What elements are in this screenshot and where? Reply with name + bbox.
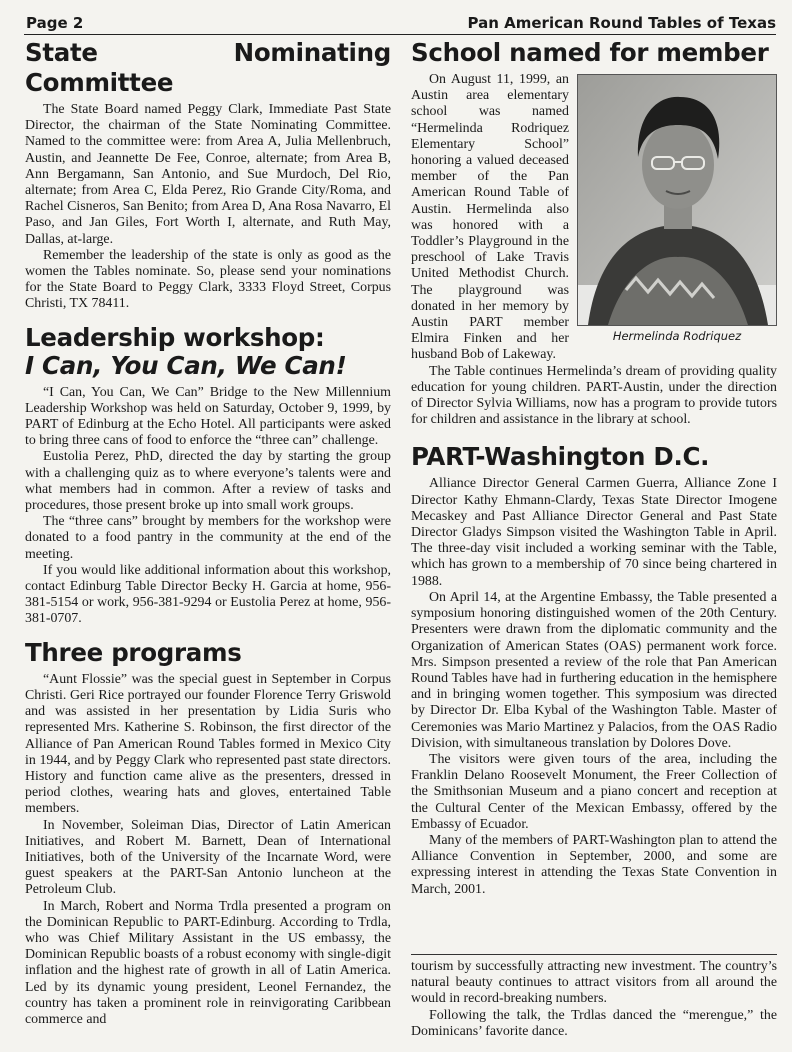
workshop-paragraph: The “three cans” brought by members for the workshop were donated to a food pantry in the community at the end of the meeting. — [25, 514, 391, 562]
school-heading: School named for member — [411, 38, 769, 67]
column-divider — [411, 954, 777, 955]
programs-paragraph: “Aunt Flossie” was the special guest in September in Corpus Christi. Geri Rice portrayed our founder Florence Terry Griswold and was assisted in her presentation by Lidia Suris who represented Mrs. Katherine S. Robinson, the first director of the Alliance of Pan American Round Tables formed in Mexico City in 1944, and by Peggy Clark who represented past state directors. History and function came alive as the presenters, dressed in period clothes, wearing hats and gloves, entertained Table members. — [25, 671, 391, 817]
portrait-figure — [577, 74, 777, 344]
portrait-photo — [577, 74, 777, 326]
nominating-heading: State Nominating Committee — [25, 38, 391, 97]
school-paragraph: On August 11, 1999, an Austin area elementary school was named “Hermelinda Rodriquez Elementary School” honoring a valued deceased member of the Pan American Round Table of Austin. Hermelinda also was honored with a Toddler’s Playground in the preschool of Lake Travis United Methodist Church. The playground was donated in her memory by Austin PART member Elmira Finken and her husband Bob of Lakeway. — [411, 72, 569, 363]
programs-paragraph: In March, Robert and Norma Trdla presented a program on the Dominican Republic to PART-Edinburg. According to Trdla, who was Chief Military Assistant in the US embassy, the Dominican Republic boasts of a robust economy with single-digit inflation and the highest rate of growth in all of Latin America. Led by its dynamic young president, Leonel Fernandez, the country has taken a prominent role in reinvigorating Caribbean commerce and — [25, 898, 391, 1027]
left-column — [25, 38, 391, 1028]
workshop-article — [25, 323, 391, 628]
page-header — [24, 12, 776, 35]
washington-heading: PART-Washington D.C. — [411, 442, 710, 472]
portrait-caption: Hermelinda Rodriquez — [612, 329, 742, 343]
portrait-image — [578, 75, 776, 325]
right-column — [411, 38, 777, 898]
page-number: Page 2 — [26, 14, 84, 32]
school-paragraph: The Table continues Hermelinda’s dream of providing quality education for young children. PART-Austin, under the direction of Director Sylvia Williams, now has a program to provide tutors for children and assistance in the library at school. — [411, 363, 777, 428]
workshop-paragraph: “I Can, You Can, We Can” Bridge to the New Millennium Leadership Workshop was held on Saturday, October 9, 1999, by PART of Edinburg at the Echo Hotel. All participants were asked to bring three cans of food to enforce the “three can” challenge. — [25, 384, 391, 449]
publication-title: Pan American Round Tables of Texas — [467, 14, 776, 32]
workshop-paragraph: If you would like additional information about this workshop, contact Edinburg Table Director Becky H. Garcia at home, 956-381-5154 or work, 956-381-9294 or Eustolia Perez at home, 956-381-0707. — [25, 562, 391, 627]
workshop-paragraph: Eustolia Perez, PhD, directed the day by starting the group with a challenging quiz as to where everyone’s talents were and what members had in common. After a review of tasks and procedures, those present broke up into small work groups. — [25, 449, 391, 514]
washington-paragraph: On April 14, at the Argentine Embassy, the Table presented a symposium honoring distinguished women of the 20th Century. Presenters were drawn from the diplomatic community and the Organization of American States (OAS) permanent work force. Mrs. Simpson presented a review of the role that Pan American Round Tables have had in furthering education in the hemisphere and in bringing women together. This symposium was directed by Director Dr. Elba Kybal of the Washington Table. Master of Ceremonies was Mario Martinez y Palacios, from the OAS Radio Division, with simultaneous translation by Dolores Dove. — [411, 589, 777, 751]
washington-article — [411, 442, 777, 897]
washington-paragraph: The visitors were given tours of the area, including the Franklin Delano Roosevelt Monument, the Freer Collection of the Smithsonian Museum and a piano concert and reception at the Cultural Center of the Mexican Embassy, offered by the Embassy of Ecuador. — [411, 751, 777, 832]
nominating-paragraph: The State Board named Peggy Clark, Immediate Past State Director, the chairman of the State Nominating Committee. Named to the committee were: from Area A, Julia Mellenbruch, Austin, and Jeannette De Fee, Conroe, alternate; from Area B, Ann Bergamann, San Antonio, and Sue Murdoch, Del Rio, alternate; from Area C, Elda Perez, Rio Grande City/Roma, and Rachel Cisneros, San Benito; from Area D, Ana Rosa Navarro, El Paso, and Jan Giles, Fort Worth I, alternate, and Ruth May, Dallas, at-large. — [25, 102, 391, 247]
programs-article — [25, 638, 391, 1028]
nominating-paragraph: Remember the leadership of the state is only as good as the women the Tables nominate. So, please send your nominations for the State Board to Peggy Clark, 3333 Floyd Street, Corpus Christi, TX 78411. — [25, 247, 391, 312]
workshop-heading: Leadership workshop: — [25, 322, 325, 352]
washington-paragraph: Alliance Director General Carmen Guerra, Alliance Zone I Director Kathy Ehmann-Clardy, Texas State Director Imogene Mecaskey and Past Alliance Director General and Past State Director Gladys Simpson visited the Washington Table in April. The three-day visit included a working seminar with the Table, which has grown to a membership of 70 since being chartered in 1988. — [411, 476, 777, 589]
school-article — [411, 38, 777, 428]
programs-continued — [411, 948, 777, 1040]
washington-paragraph: Many of the members of PART-Washington plan to attend the Alliance Convention in September, 2000, and some are expressing interest in attending the Texas State Convention in March, 2001. — [411, 832, 777, 897]
nominating-article — [25, 38, 391, 313]
workshop-subheading: I Can, You Can, We Can! — [25, 350, 347, 380]
continued-paragraph: Following the talk, the Trdlas danced the “merengue,” the Dominicans’ favorite dance. — [411, 1007, 777, 1039]
continued-paragraph: tourism by successfully attracting new investment. The country’s natural beauty continues to attract visitors from all around the would in record-breaking numbers. — [411, 959, 777, 1007]
programs-paragraph: In November, Soleiman Dias, Director of Latin American Initiatives, and Robert M. Barnett, Dean of International Initiatives, both of the University of the Incarnate Word, were guest speakers at the PART-San Antonio luncheon at the Petroleum Club. — [25, 817, 391, 898]
programs-heading: Three programs — [25, 637, 242, 667]
